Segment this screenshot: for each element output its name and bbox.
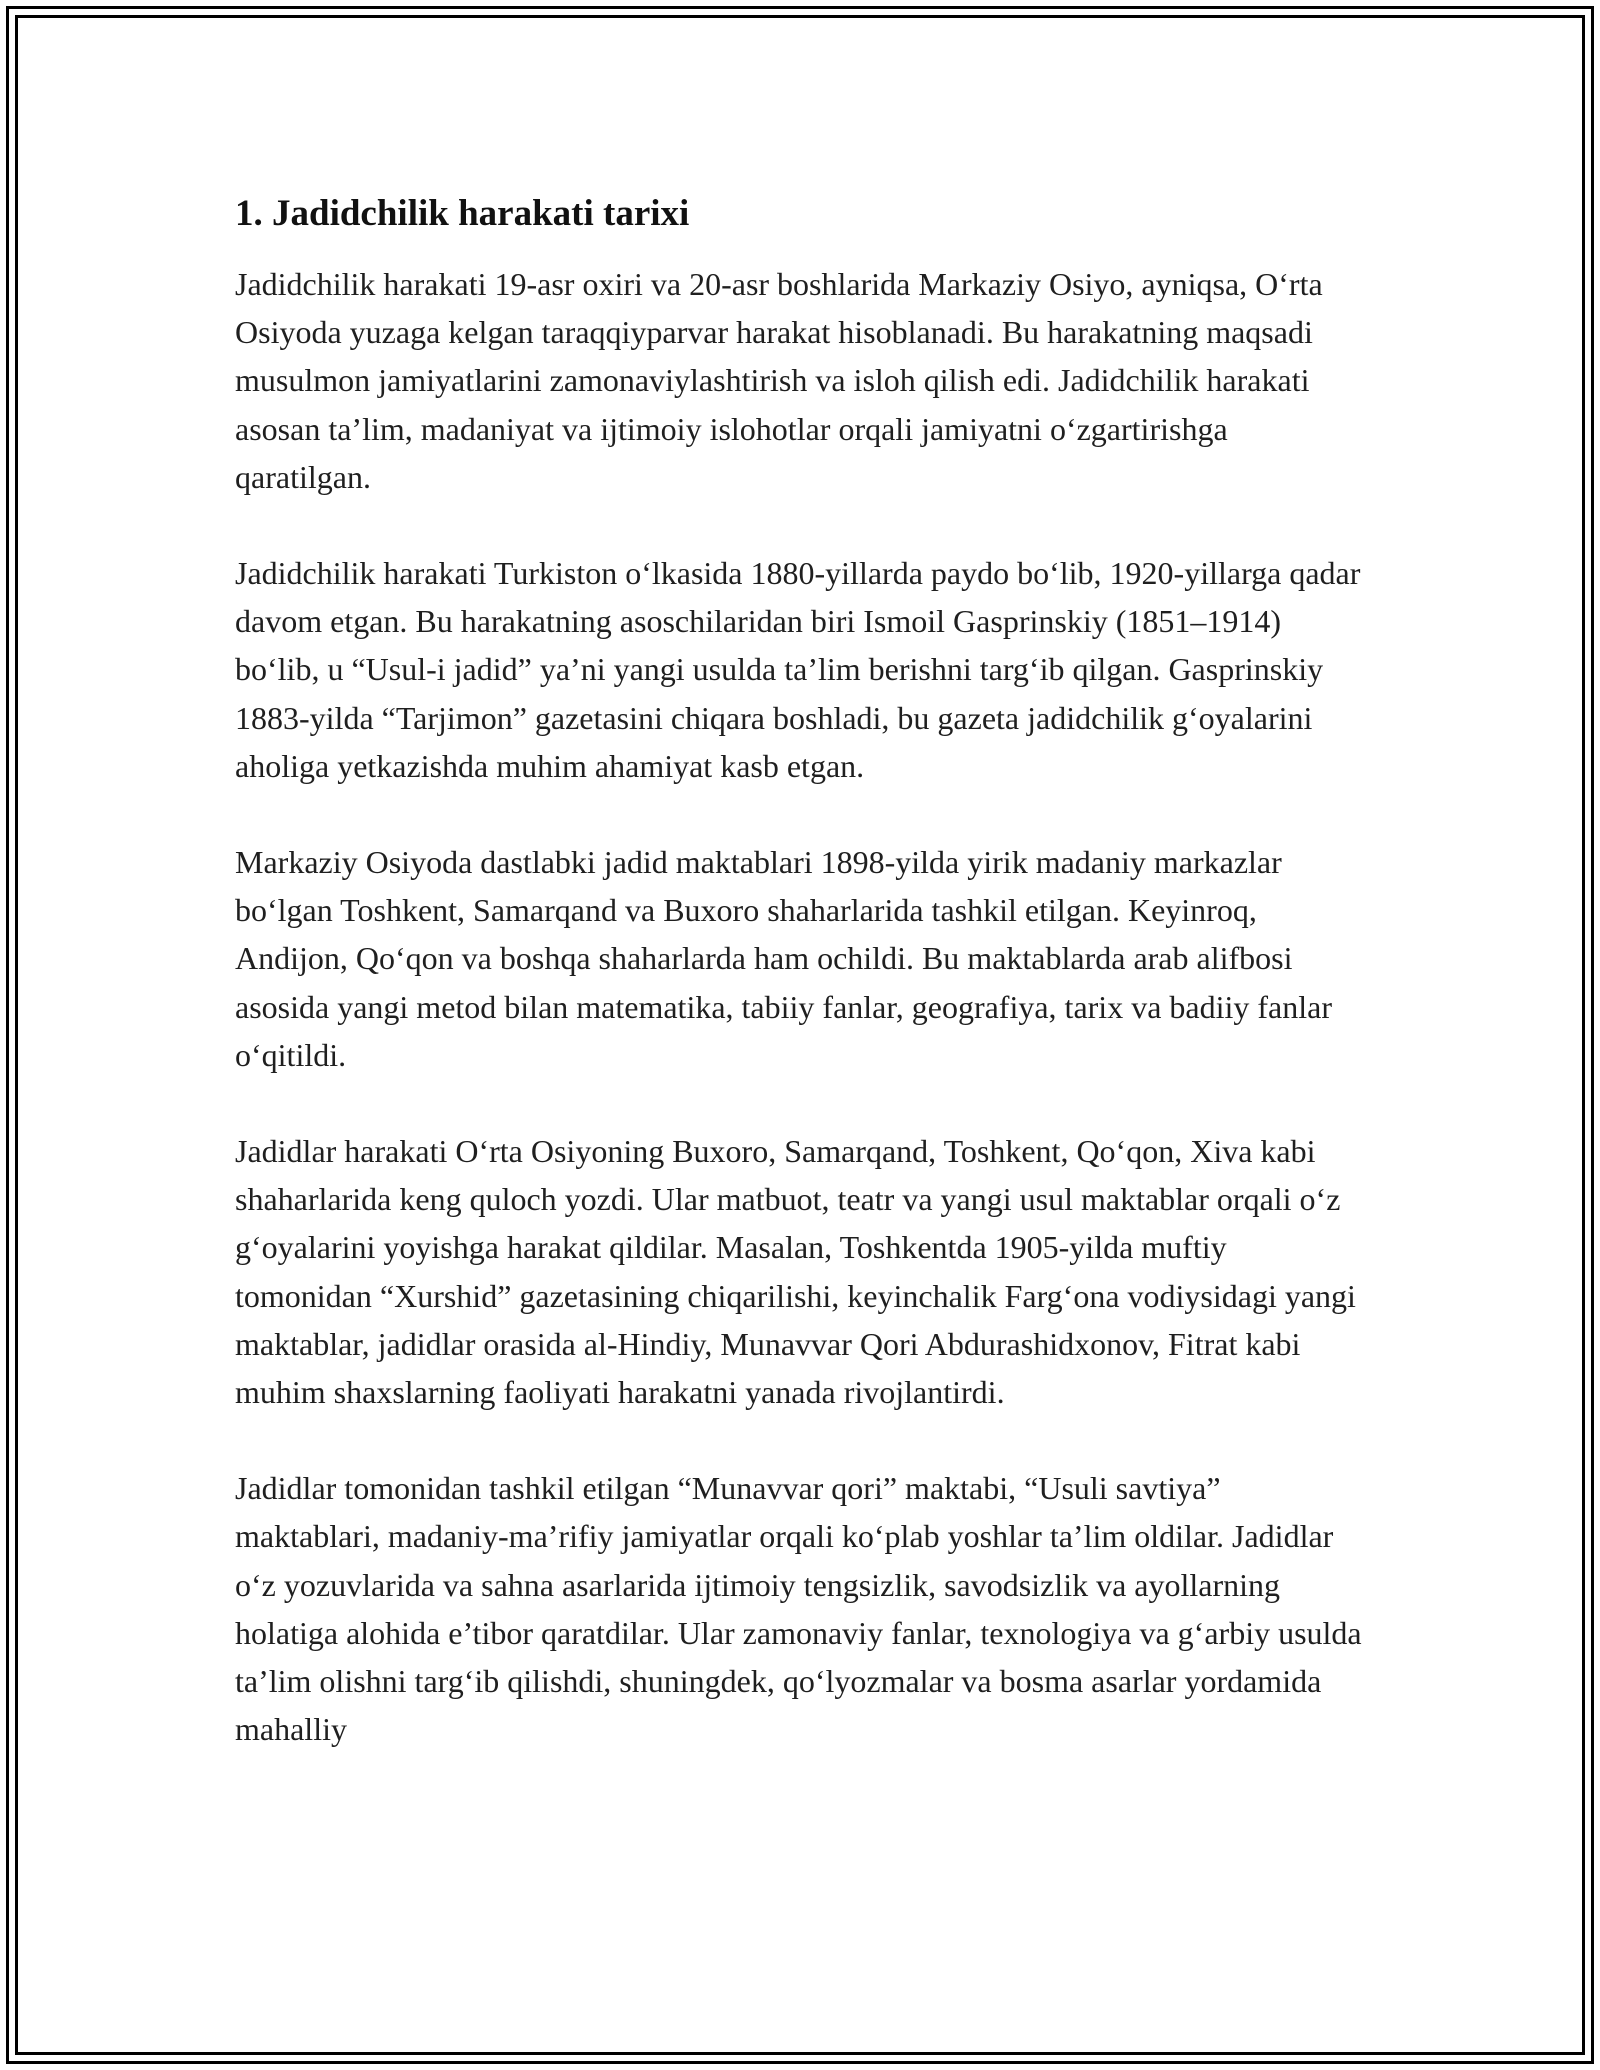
paragraph-3: Markaziy Osiyoda dastlabki jadid maktablari 1898-yilda yirik madaniy markazlar bo‘lgan Toshkent, Samarqand va Buxoro shaharlarida tashkil etilgan. Keyinroq, Andijon, Qo‘qon va boshqa shaharlarda ham ochildi. Bu maktablarda arab alifbosi asosida yangi metod bilan matematika, tabiiy fanlar, geografiya, tarix va badiiy fanlar o‘qitildi. <box>235 844 1332 1073</box>
paragraph-1: Jadidchilik harakati 19-asr oxiri va 20-asr boshlarida Markaziy Osiyo, ayniqsa, O‘rta Osiyoda yuzaga kelgan taraqqiyparvar harakat hisoblanadi. Bu harakatning maqsadi musulmon jamiyatlarini zamonaviylashtirish va isloh qilish edi. Jadidchilik harakati asosan ta’lim, madaniyat va ijtimoiy islohotlar orqali jamiyatni o‘zgartirishga qaratilgan. <box>235 266 1323 495</box>
section-heading: 1. Jadidchilik harakati tarixi <box>235 193 690 234</box>
paragraph-4: Jadidlar harakati O‘rta Osiyoning Buxoro, Samarqand, Toshkent, Qo‘qon, Xiva kabi shaharlarida keng quloch yozdi. Ular matbuot, teatr va yangi usul maktablar orqali o‘z g‘oyalarini yoyishga harakat qildilar. Masalan, Toshkentda 1905-yilda muftiy tomonidan “Xurshid” gazetasining chiqarilishi, keyinchalik Farg‘ona vodiysidagi yangi maktablar, jadidlar orasida al-Hindiy, Munavvar Qori Abdurashidxonov, Fitrat kabi muhim shaxslarning faoliyati harakatni yanada rivojlantirdi. <box>235 1133 1356 1411</box>
paragraph-5: Jadidlar tomonidan tashkil etilgan “Munavvar qori” maktabi, “Usuli savtiya” maktablari, madaniy-ma’rifiy jamiyatlar orqali ko‘plab yoshlar ta’lim oldilar. Jadidlar o‘z yozuvlarida va sahna asarlarida ijtimoiy tengsizlik, savodsizlik va ayollarning holatiga alohida e’tibor qaratdilar. Ular zamonaviy fanlar, texnologiya va g‘arbiy usulda ta’lim olishni targ‘ib qilishdi, shuningdek, qo‘lyozmalar va bosma asarlar yordamida mahalliy <box>235 1470 1362 1748</box>
paragraph-2: Jadidchilik harakati Turkiston o‘lkasida 1880-yillarda paydo bo‘lib, 1920-yillarga qadar davom etgan. Bu harakatning asoschilaridan biri Ismoil Gasprinskiy (1851–1914) bo‘lib, u “Usul-i jadid” ya’ni yangi usulda ta’lim berishni targ‘ib qilgan. Gasprinskiy 1883-yilda “Tarjimon” gazetasini chiqara boshladi, bu gazeta jadidchilik g‘oyalarini aholiga yetkazishda muhim ahamiyat kasb etgan. <box>235 555 1361 784</box>
document-body <box>235 190 1370 1801</box>
